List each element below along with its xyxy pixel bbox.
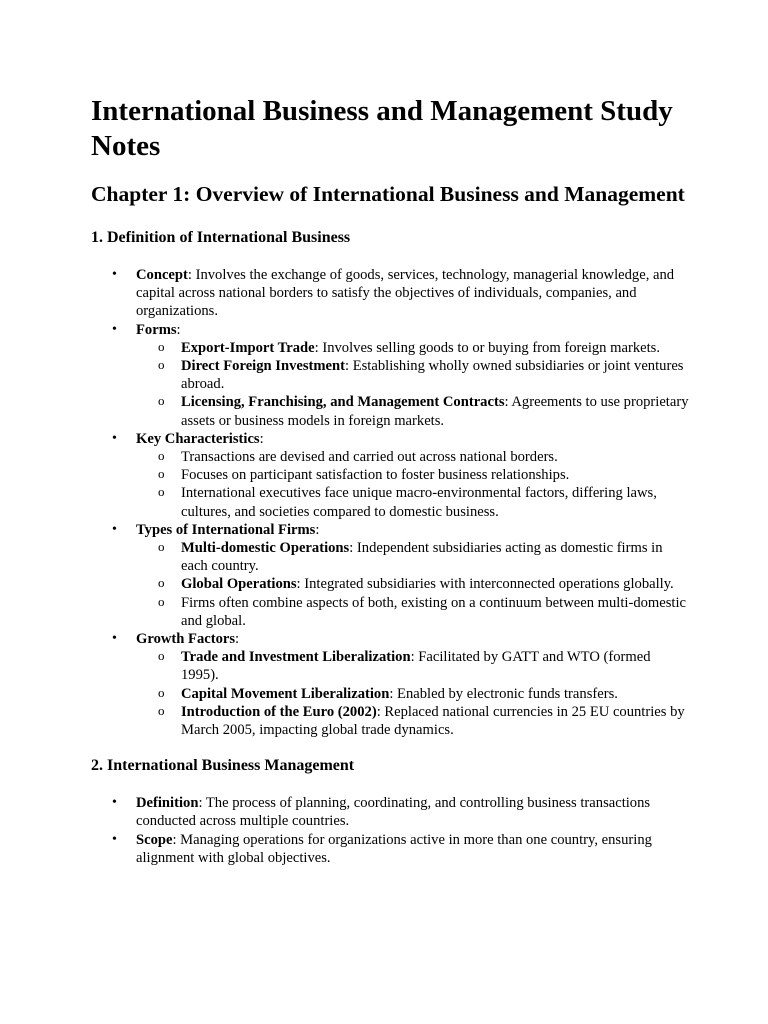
term-label: Concept <box>136 267 188 283</box>
term-label: Types of International Firms <box>136 521 316 538</box>
sub-list-item <box>158 539 691 575</box>
list-item-characteristics <box>112 430 691 521</box>
bullet-icon: • <box>112 521 117 537</box>
sub-list-item <box>158 702 691 739</box>
bullet-icon: • <box>112 631 117 647</box>
term-text: : <box>259 430 264 447</box>
section-heading: 1. Definition of International Business <box>91 229 351 246</box>
item-text: Firms often combine aspects of both, existing on a continuum between multi-domestic and global. <box>181 594 687 629</box>
sub-list-item <box>158 648 691 684</box>
list-item-growth <box>112 630 691 739</box>
sub-list-item <box>158 357 691 393</box>
section-1-list <box>91 266 691 739</box>
circle-bullet-icon: o <box>158 648 165 664</box>
sub-list-item <box>158 575 691 593</box>
term-label: Introduction of the Euro (2002) <box>181 703 377 720</box>
sub-list <box>136 448 691 521</box>
term-label: Multi-domestic Operations <box>181 540 350 557</box>
sub-list-item <box>158 338 691 357</box>
term-text: : <box>176 321 181 338</box>
sub-list-item <box>158 466 691 484</box>
circle-bullet-icon: o <box>158 539 165 555</box>
sub-list <box>136 648 691 739</box>
bullet-icon: • <box>112 831 117 847</box>
term-text: : Managing operations for organizations active in more than one country, ensuring alignment with global objectives. <box>136 831 652 866</box>
term-label: Export-Import Trade <box>181 339 315 356</box>
circle-bullet-icon: o <box>158 338 165 354</box>
bullet-icon: • <box>112 321 117 337</box>
document-title: International Business and Management Study Notes <box>91 95 673 162</box>
term-label: Forms <box>136 321 177 338</box>
term-text: : Involves selling goods to or buying from foreign markets. <box>314 339 660 356</box>
circle-bullet-icon: o <box>158 393 165 409</box>
sub-list-item <box>158 393 691 429</box>
item-text: Transactions are devised and carried out across national borders. <box>181 449 558 466</box>
term-text: : Independent subsidiaries acting as domestic firms in each country. <box>181 540 663 575</box>
list-item-firm-types <box>112 521 691 630</box>
term-label: Global Operations <box>181 576 297 593</box>
section-heading: 2. International Business Management <box>91 757 355 775</box>
list-item-scope <box>112 831 691 867</box>
term-label: Trade and Investment Liberalization <box>181 649 411 666</box>
term-label: Key Characteristics <box>136 430 260 447</box>
sub-list-item <box>158 593 691 630</box>
term-label: Definition <box>136 795 199 812</box>
term-text: : Integrated subsidiaries with interconnected operations globally. <box>296 576 674 593</box>
term-text: : <box>235 631 240 648</box>
circle-bullet-icon: o <box>158 466 165 482</box>
list-item-definition <box>112 794 691 830</box>
term-label: Licensing, Franchising, and Management Contracts <box>181 394 505 411</box>
sub-list-item <box>158 484 691 520</box>
term-text: : Agreements to use proprietary assets or business models in foreign markets. <box>181 394 689 429</box>
sub-list-item <box>158 448 691 466</box>
term-text: : Facilitated by GATT and WTO (formed 1995). <box>181 649 651 684</box>
circle-bullet-icon: o <box>158 484 165 500</box>
term-text: : The process of planning, coordinating, and controlling business transactions conducted across multiple countries. <box>136 795 651 830</box>
bullet-icon: • <box>112 267 117 282</box>
term-text: : Establishing wholly owned subsidiaries or joint ventures abroad. <box>181 358 684 393</box>
term-text: : Involves the exchange of goods, services, technology, managerial knowledge, and capital across national borders to satisfy the objectives of individuals, companies, and organizations. <box>136 267 675 320</box>
circle-bullet-icon: o <box>158 684 165 700</box>
term-label: Direct Foreign Investment <box>181 358 346 375</box>
term-label: Scope <box>136 831 173 848</box>
document-page <box>91 94 691 867</box>
item-text: Focuses on participant satisfaction to foster business relationships. <box>181 467 570 484</box>
sub-list <box>136 339 691 430</box>
list-item-forms <box>112 321 691 430</box>
term-label: Growth Factors <box>136 631 236 648</box>
circle-bullet-icon: o <box>158 448 165 464</box>
sub-list <box>136 539 691 630</box>
sub-list-item <box>158 684 691 703</box>
section-2-list <box>91 794 691 867</box>
bullet-icon: • <box>112 430 117 446</box>
circle-bullet-icon: o <box>158 575 165 591</box>
term-text: : Replaced national currencies in 25 EU countries by March 2005, impacting global trade dynamics. <box>181 703 685 739</box>
bullet-icon: • <box>112 795 117 811</box>
list-item-concept <box>112 266 691 321</box>
circle-bullet-icon: o <box>158 702 165 718</box>
term-text: : Enabled by electronic funds transfers. <box>389 685 618 702</box>
item-text: International executives face unique macro-environmental factors, differing laws, cultures, and societies compared to domestic business. <box>181 485 657 520</box>
circle-bullet-icon: o <box>158 593 165 609</box>
term-label: Capital Movement Liberalization <box>181 685 390 702</box>
chapter-heading: Chapter 1: Overview of International Business and Management <box>91 182 685 206</box>
circle-bullet-icon: o <box>158 357 165 373</box>
term-text: : <box>315 521 320 538</box>
